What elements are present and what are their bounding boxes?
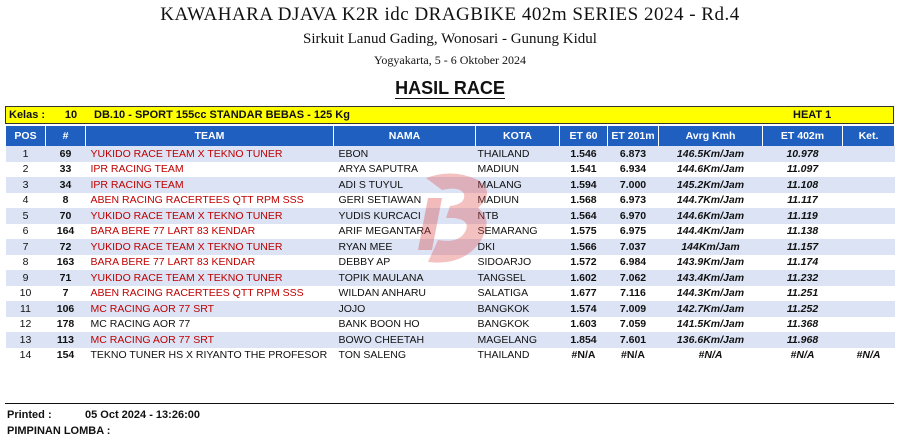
cell-et402: 11.097 [786,163,819,176]
table-row [6,208,895,224]
cell-nama: JOJO [334,301,476,317]
class-bar [5,106,894,124]
cell-team: ABEN RACING RACERTEES QTT RPM SSS [90,194,304,207]
table-row [6,239,895,255]
cell-et60: 1.594 [560,177,608,193]
cell-kota: MALANG [476,177,560,193]
col-pos: POS [6,126,46,146]
cell-et201: 7.009 [608,301,659,317]
cell-avg: 143.9Km/Jam [676,256,745,269]
cell-pos: 1 [6,146,46,162]
col-et402: ET 402m [763,126,843,146]
table-row [6,146,895,162]
cell-ket [843,255,895,271]
cell-pos: 5 [6,208,46,224]
cell-et201: 7.000 [608,177,659,193]
cell-et402: 11.174 [786,256,819,269]
cell-number: 164 [56,225,75,238]
cell-et201: 6.934 [619,163,647,176]
table-row [6,301,895,317]
cell-number: 113 [46,332,86,348]
cell-number: 7 [62,287,69,300]
cell-nama: TON SALENG [338,349,406,362]
cell-ket [843,317,895,333]
cell-kota: TANGSEL [476,270,560,286]
cell-kota: THAILAND [476,146,560,162]
printed-value: 05 Oct 2024 - 13:26:00 [85,409,200,421]
cell-kota: BANGKOK [476,301,560,317]
cell-et201: 7.037 [608,239,659,255]
cell-et201: 6.970 [608,208,659,224]
cell-nama: ADI S TUYUL [334,177,476,193]
cell-ket [843,146,895,162]
cell-avg: 144.4Km/Jam [676,225,745,238]
cell-pos: 14 [19,349,32,362]
cell-number: 106 [46,301,86,317]
cell-avg: 144.6Km/Jam [676,163,745,176]
cell-team: YUKIDO RACE TEAM X TEKNO TUNER [86,146,334,162]
class-description: DB.10 - SPORT 155cc STANDAR BEBAS - 125 Kg [94,109,350,121]
table-row [6,270,895,286]
cell-et402: 11.251 [786,287,819,300]
cell-kota: SEMARANG [477,225,538,238]
cell-avg: 146.5Km/Jam [659,146,763,162]
result-heading [0,78,900,99]
cell-et60: 1.575 [570,225,597,238]
cell-pos: 8 [22,256,29,269]
printed-line [7,409,200,421]
cell-et60: 1.564 [560,208,608,224]
cell-pos: 12 [19,318,32,331]
cell-ket: #N/A [856,349,881,362]
cell-kota: THAILAND [477,349,530,362]
cell-number: 34 [46,177,86,193]
cell-nama: BANK BOON HO [338,318,420,331]
cell-ket [843,208,895,224]
cell-et201: 7.062 [608,270,659,286]
cell-et402: 11.368 [786,318,819,331]
cell-number: 154 [56,349,75,362]
cell-ket [843,332,895,348]
cell-ket [843,224,895,240]
cell-et201: #N/A [621,349,645,362]
cell-number: 33 [59,163,72,176]
col-kota: KOTA [476,126,560,146]
col-et60: ET 60 [560,126,608,146]
cell-et402: 11.232 [763,270,843,286]
cell-ket [843,301,895,317]
table-row [6,348,895,364]
kelas-label: Kelas : [9,109,46,121]
cell-et402: 11.108 [763,177,843,193]
col-number: # [46,126,86,146]
cell-et60: 1.854 [560,332,608,348]
table-row [6,332,895,348]
cell-kota: NTB [476,208,560,224]
table-row [6,255,895,271]
cell-kota: BANGKOK [477,318,530,331]
cell-pos: 7 [6,239,46,255]
event-venue: Sirkuit Lanud Gading, Wonosari - Gunung Kidul [303,31,597,47]
cell-et60: 1.603 [570,318,597,331]
cell-number: 72 [46,239,86,255]
col-avg: Avrg Kmh [659,126,763,146]
cell-pos: 11 [6,301,46,317]
cell-avg: 136.6Km/Jam [659,332,763,348]
cell-et201: 7.059 [619,318,647,331]
cell-number: 70 [46,208,86,224]
cell-pos: 3 [6,177,46,193]
cell-et60: 1.568 [570,194,597,207]
cell-avg: 145.2Km/Jam [659,177,763,193]
cell-pos: 10 [19,287,32,300]
pimpinan-label: PIMPINAN LOMBA : [7,425,111,437]
cell-pos: 4 [22,194,29,207]
report-header [0,0,900,68]
cell-kota: SALATIGA [477,287,529,300]
cell-et60: 1.574 [560,301,608,317]
cell-nama: YUDIS KURCACI [334,208,476,224]
cell-team: IPR RACING TEAM [86,177,334,193]
cell-ket [843,162,895,178]
cell-avg: 142.7Km/Jam [659,301,763,317]
cell-et402: #N/A [790,349,815,362]
cell-number: 8 [62,194,69,207]
cell-number: 178 [56,318,75,331]
cell-et60: 1.602 [560,270,608,286]
cell-nama: GERI SETIAWAN [338,194,422,207]
cell-et402: 11.157 [763,239,843,255]
cell-team: YUKIDO RACE TEAM X TEKNO TUNER [86,208,334,224]
cell-team: BARA BERE 77 LART 83 KENDAR [90,225,256,238]
printed-label: Printed : [7,409,52,421]
table-row [6,317,895,333]
cell-number: 69 [46,146,86,162]
cell-et402: 11.968 [763,332,843,348]
cell-et201: 6.873 [608,146,659,162]
cell-number: 163 [56,256,75,269]
cell-kota: DKI [476,239,560,255]
cell-ket [843,270,895,286]
cell-nama: ARYA SAPUTRA [338,163,419,176]
cell-et402: 10.978 [763,146,843,162]
cell-team: YUKIDO RACE TEAM X TEKNO TUNER [86,239,334,255]
cell-avg: 144.3Km/Jam [676,287,745,300]
cell-ket [843,239,895,255]
cell-et402: 11.138 [786,225,819,238]
cell-team: MC RACING AOR 77 SRT [86,332,334,348]
cell-team: MC RACING AOR 77 SRT [86,301,334,317]
heat-label: HEAT 1 [793,109,832,121]
cell-et201: 7.601 [608,332,659,348]
table-row [6,162,895,178]
cell-et402: 11.117 [787,194,818,207]
event-title: KAWAHARA DJAVA K2R idc DRAGBIKE 402m SERIES 2024 - Rd.4 [160,4,740,25]
cell-avg: 144.6Km/Jam [659,208,763,224]
cell-team: YUKIDO RACE TEAM X TEKNO TUNER [86,270,334,286]
cell-team: TEKNO TUNER HS X RIYANTO THE PROFESOR [90,349,328,362]
cell-nama: BOWO CHEETAH [334,332,476,348]
cell-avg: #N/A [698,349,723,362]
cell-nama: EBON [334,146,476,162]
table-row [6,177,895,193]
cell-et60: 1.541 [570,163,597,176]
col-et201: ET 201m [608,126,659,146]
cell-nama: TOPIK MAULANA [334,270,476,286]
cell-et60: 1.566 [560,239,608,255]
cell-number: 71 [46,270,86,286]
cell-nama: DEBBY AP [338,256,391,269]
cell-pos: 6 [22,225,29,238]
table-header-row [6,126,895,146]
table-row [6,286,895,302]
cell-et60: 1.546 [560,146,608,162]
cell-team: MC RACING AOR 77 [90,318,191,331]
cell-team: BARA BERE 77 LART 83 KENDAR [90,256,256,269]
cell-team: IPR RACING TEAM [90,163,184,176]
cell-nama: RYAN MEE [334,239,476,255]
cell-et60: 1.572 [570,256,597,269]
cell-kota: MAGELANG [476,332,560,348]
cell-pos: 9 [6,270,46,286]
cell-ket [843,177,895,193]
event-date: Yogyakarta, 5 - 6 Oktober 2024 [373,53,527,67]
col-nama: NAMA [334,126,476,146]
cell-avg: 144Km/Jam [659,239,763,255]
cell-kota: MADIUN [477,163,519,176]
cell-et402: 11.119 [763,208,843,224]
cell-ket [843,193,895,209]
results-table [5,126,895,363]
cell-et201: 6.975 [619,225,647,238]
cell-avg: 143.4Km/Jam [659,270,763,286]
cell-et201: 6.973 [619,194,647,207]
result-title: HASIL RACE [395,78,505,98]
cell-et60: #N/A [571,349,596,362]
cell-nama: ARIF MEGANTARA [338,225,432,238]
cell-avg: 144.7Km/Jam [676,194,745,207]
cell-kota: SIDOARJO [477,256,532,269]
cell-nama: WILDAN ANHARU [338,287,427,300]
cell-et201: 7.116 [620,287,646,300]
table-row [6,193,895,209]
cell-team: ABEN RACING RACERTEES QTT RPM SSS [90,287,304,300]
cell-pos: 2 [22,163,29,176]
kelas-number: 10 [64,109,78,121]
table-row [6,224,895,240]
col-ket: Ket. [843,126,895,146]
cell-kota: MADIUN [477,194,519,207]
cell-avg: 141.5Km/Jam [676,318,745,331]
footer-divider [5,403,894,404]
cell-et60: 1.677 [570,287,597,300]
cell-et402: 11.252 [763,301,843,317]
cell-ket [843,286,895,302]
cell-pos: 13 [6,332,46,348]
cell-et201: 6.984 [619,256,647,269]
col-team: TEAM [86,126,334,146]
